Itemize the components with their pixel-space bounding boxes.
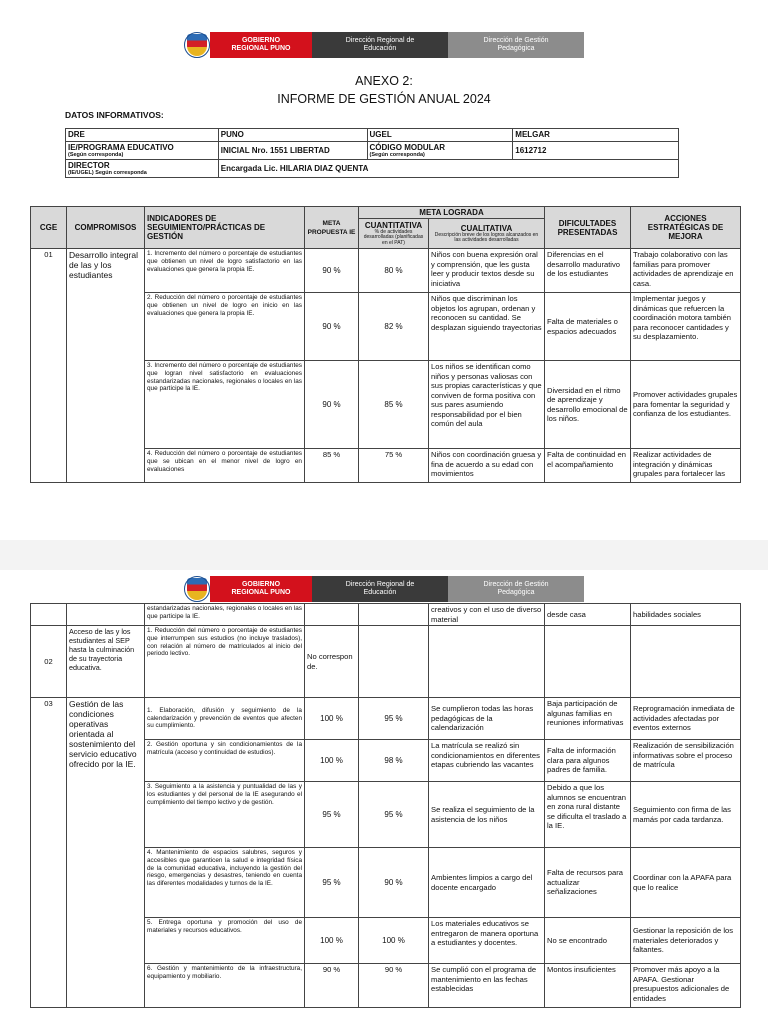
codigo-label: CÓDIGO MODULAR <box>369 143 446 152</box>
acciones-4: Realizar actividades de integración y dinámicas grupales para fortalecer las <box>631 449 741 483</box>
cont-cge <box>31 604 67 626</box>
cualitativa-2: Niños que discriminan los objetos los agrupan, ordenan y reconocen su cantidad. Se desplazan siguiendo trayectorias <box>429 293 545 361</box>
ie-sub: (Según corresponda) <box>68 152 124 158</box>
gov-line2-2: REGIONAL PUNO <box>231 589 291 596</box>
annex-title: ANEXO 2: <box>355 74 413 88</box>
cge-03: 03 <box>31 698 67 1008</box>
page-2 <box>0 570 768 1024</box>
header-cualitativa <box>429 219 545 249</box>
codigo-label-cell <box>367 142 513 160</box>
acciones-3: Promover actividades grupales para fomentar la seguridad y confianza de los estudiantes. <box>631 361 741 449</box>
gov-line2: REGIONAL PUNO <box>231 45 291 52</box>
acciones-02-1 <box>631 626 741 698</box>
dificultades-02-1 <box>545 626 631 698</box>
datos-label: DATOS INFORMATIVOS: <box>65 110 164 120</box>
cualitativa-03-4: Ambientes limpios a cargo del docente encargado <box>429 848 545 918</box>
cont-cuantitativa <box>359 604 429 626</box>
regional-logo <box>184 32 210 58</box>
codigo-sub: (Según corresponda) <box>369 152 425 158</box>
indicador-03-3: 3. Seguimiento a la asistencia y puntualidad de las y los estudiantes y del personal de la IE asegurando el cumplimiento del tiempo lectivo y de gestión. <box>145 782 305 848</box>
cuantitativa-4: 75 % <box>359 449 429 483</box>
acciones-03-1: Reprogramación inmediata de actividades afectadas por eventos externos <box>631 698 741 740</box>
acciones-1: Trabajo colaborativo con las familias para promover actividades de aprendizaje en casa. <box>631 249 741 293</box>
cont-cualitativa: creativos y con el uso de diverso material <box>429 604 545 626</box>
ie-label-cell <box>66 142 219 160</box>
director-label: DIRECTOR <box>68 161 110 170</box>
indicador-03-1: 1. Elaboración, difusión y seguimiento de la calendarización y prevención de eventos que afecten su cumplimiento. <box>145 698 305 740</box>
meta-03-6: 90 % <box>305 964 359 1008</box>
indicador-1: 1. Incremento del número o porcentaje de estudiantes que obtienen un nivel de logro satisfactorio en las evaluaciones que genera la propia IE. <box>145 249 305 293</box>
cuantitativa-03-5: 100 % <box>359 918 429 964</box>
dgp-line1-2: Dirección de Gestión <box>483 581 549 588</box>
cuantitativa-03-3: 95 % <box>359 782 429 848</box>
indicador-4: 4. Reducción del número o porcentaje de estudiantes que se ubican en el menor nivel de logro en evaluaciones <box>145 449 305 483</box>
dre-block-2 <box>312 576 448 602</box>
cualitativa-3: Los niños se identifican como niños y personas valiosas con sus propias características y que conviven de forma positiva con sus pares asumiendo responsabilidad por el bien común del aula <box>429 361 545 449</box>
dificultades-4: Falta de continuidad en el acompañamiento <box>545 449 631 483</box>
cuantitativa-label: CUANTITATIVA <box>364 220 423 230</box>
management-table-page2 <box>30 603 741 1008</box>
dificultades-03-4: Falta de recursos para actualizar señalizaciones <box>545 848 631 918</box>
header-acciones: ACCIONES ESTRATÉGICAS DE MEJORA <box>631 207 741 249</box>
acciones-03-3: Seguimiento con firma de las mamás por cada tardanza. <box>631 782 741 848</box>
dificultades-2: Falta de materiales o espacios adecuados <box>545 293 631 361</box>
cuantitativa-2: 82 % <box>359 293 429 361</box>
dre-line1: Dirección Regional de <box>345 37 415 44</box>
cuantitativa-3: 85 % <box>359 361 429 449</box>
header-banner <box>184 32 584 58</box>
header-cuantitativa <box>359 219 429 249</box>
header-meta-lograda: META LOGRADA <box>359 207 545 219</box>
dre-line1-2: Dirección Regional de <box>345 581 415 588</box>
indicador-03-4: 4. Mantenimiento de espacios salubres, seguros y accesibles que garanticen la salud e integridad física de la comunidad educativa, incluyendo la gestión del riesgo, emergencias y desastres, teniendo en cuenta las diferentes modalidades y turnos de la IE. <box>145 848 305 918</box>
acciones-03-2: Realización de sensibilización informativas sobre el proceso de matrícula <box>631 740 741 782</box>
indicador-02-1: 1. Reducción del número o porcentaje de estudiantes que interrumpen sus estudios (no incluye traslados), con relación al número de matriculados al inicio del periodo lectivo. <box>145 626 305 698</box>
gov-line1-2: GOBIERNO <box>241 581 281 588</box>
dgp-line1: Dirección de Gestión <box>483 37 549 44</box>
header-meta-propuesta: META PROPUESTA IE <box>305 207 359 249</box>
codigo-value: 1612712 <box>513 142 679 160</box>
director-label-cell <box>66 160 219 178</box>
dre-line2-2: Educación <box>363 589 397 596</box>
cualitativa-4: Niños con coordinación gruesa y fina de acuerdo a su edad con movimientos <box>429 449 545 483</box>
dificultades-03-3: Debido a que los alumnos se encuentran en zona rural distante se dificulta el traslado a la IE. <box>545 782 631 848</box>
indicador-03-5: 5. Entrega oportuna y promoción del uso de materiales y recursos educativos. <box>145 918 305 964</box>
director-sub: (IE/UGEL) Según corresponda <box>68 170 147 176</box>
cuantitativa-03-2: 98 % <box>359 740 429 782</box>
compromiso-02: Acceso de las y los estudiantes al SEP hasta la culminación de su trayectoria educativa. <box>67 626 145 698</box>
dificultades-03-6: Montos insuficientes <box>545 964 631 1008</box>
header-banner-2 <box>184 576 584 602</box>
cont-indicador: estandarizadas nacionales, regionales o locales en las que participe la IE. <box>145 604 305 626</box>
cuantitativa-03-1: 95 % <box>359 698 429 740</box>
dificultades-03-5: No se encontrado <box>545 918 631 964</box>
acciones-03-5: Gestionar la reposición de los materiales deteriorados y faltantes. <box>631 918 741 964</box>
cualitativa-03-6: Se cumplió con el programa de mantenimiento en las fechas establecidas <box>429 964 545 1008</box>
meta-propuesta-2: 90 % <box>305 293 359 361</box>
director-value: Encargada Lic. HILARIA DIAZ QUENTA <box>218 160 678 178</box>
gov-line1: GOBIERNO <box>241 37 281 44</box>
meta-02-1: No correspon de. <box>305 626 359 698</box>
meta-propuesta-4: 85 % <box>305 449 359 483</box>
cont-meta <box>305 604 359 626</box>
acciones-2: Implementar juegos y dinámicas que refuercen la coordinación motora también para reconocer cantidades y su desplazamiento. <box>631 293 741 361</box>
cuantitativa-02-1 <box>359 626 429 698</box>
ie-value: INICIAL Nro. 1551 LIBERTAD <box>218 142 367 160</box>
gobierno-regional-block <box>210 32 312 58</box>
compromiso-01: Desarrollo integral de las y los estudiantes <box>67 249 145 483</box>
dre-line2: Educación <box>363 45 397 52</box>
cont-acciones: habilidades sociales <box>631 604 741 626</box>
acciones-03-6: Promover más apoyo a la APAFA. Gestionar presupuestos adicionales de entidades <box>631 964 741 1008</box>
dgp-line2-2: Pedagógica <box>497 589 535 596</box>
acciones-03-4: Coordinar con la APAFA para que lo realice <box>631 848 741 918</box>
page-gap <box>0 540 768 570</box>
cuantitativa-03-4: 90 % <box>359 848 429 918</box>
dificultades-3: Diversidad en el ritmo de aprendizaje y desarrollo emocional de los niños. <box>545 361 631 449</box>
dgp-block <box>448 32 584 58</box>
meta-03-5: 100 % <box>305 918 359 964</box>
cge-02: 02 <box>31 626 67 698</box>
indicador-03-2: 2. Gestión oportuna y sin condicionamientos de la matrícula (acceso y continuidad de estudios). <box>145 740 305 782</box>
ie-label: IE/PROGRAMA EDUCATIVO <box>68 143 174 152</box>
cualitativa-03-3: Se realiza el seguimiento de la asistencia de los niños <box>429 782 545 848</box>
dgp-line2: Pedagógica <box>497 45 535 52</box>
dre-block <box>312 32 448 58</box>
dificultades-03-2: Falta de información clara para algunos padres de familia. <box>545 740 631 782</box>
header-compromisos: COMPROMISOS <box>67 207 145 249</box>
indicador-03-6: 6. Gestión y mantenimiento de la infraestructura, equipamiento y mobiliario. <box>145 964 305 1008</box>
dificultades-03-1: Baja participación de algunas familias en reuniones informativas <box>545 698 631 740</box>
indicador-2: 2. Reducción del número o porcentaje de estudiantes que obtienen un nivel de logro en inicio en las evaluaciones que genera la propia IE. <box>145 293 305 361</box>
dre-value: PUNO <box>218 129 367 142</box>
dgp-block-2 <box>448 576 584 602</box>
header-dificultades: DIFICULTADES PRESENTADAS <box>545 207 631 249</box>
compromiso-03: Gestión de las condiciones operativas orientada al sostenimiento del servicio educativo ofrecido por la IE. <box>67 698 145 1008</box>
header-indicadores: INDICADORES DE SEGUIMIENTO/PRÁCTICAS DE GESTIÓN <box>145 207 305 249</box>
dificultades-1: Diferencias en el desarrollo madurativo de los estudiantes <box>545 249 631 293</box>
info-table <box>65 128 679 178</box>
cualitativa-1: Niños con buena expresión oral y comprensión, que les gusta leer y producir textos desde su iniciativa <box>429 249 545 293</box>
cge-01: 01 <box>31 249 67 483</box>
header-cge: CGE <box>31 207 67 249</box>
meta-03-3: 95 % <box>305 782 359 848</box>
report-title: INFORME DE GESTIÓN ANUAL 2024 <box>277 92 491 106</box>
cuantitativa-sub: % de actividades desarrolladas (planificadas en el PAT) <box>363 228 424 246</box>
cualitativa-02-1 <box>429 626 545 698</box>
cuantitativa-03-6: 90 % <box>359 964 429 1008</box>
ugel-value: MELGAR <box>513 129 679 142</box>
cualitativa-03-1: Se cumplieron todas las horas pedagógicas de la calendarización <box>429 698 545 740</box>
meta-03-4: 95 % <box>305 848 359 918</box>
cualitativa-label: CUALITATIVA <box>460 223 513 233</box>
cualitativa-03-5: Los materiales educativos se entregaron de manera oportuna a estudiantes y docentes. <box>429 918 545 964</box>
ugel-label: UGEL <box>367 129 513 142</box>
regional-logo-2 <box>184 576 210 602</box>
cuantitativa-1: 80 % <box>359 249 429 293</box>
meta-03-2: 100 % <box>305 740 359 782</box>
meta-03-1: 100 % <box>305 698 359 740</box>
dre-label: DRE <box>66 129 219 142</box>
indicador-3: 3. Incremento del número o porcentaje de estudiantes que logran nivel satisfactorio en evaluaciones estandarizadas nacionales, regionales o locales en las que participe la IE. <box>145 361 305 449</box>
cualitativa-03-2: La matrícula se realizó sin condicionamientos en diferentes etapas cubriendo las vacantes <box>429 740 545 782</box>
gobierno-regional-block-2 <box>210 576 312 602</box>
cualitativa-sub: Descripción breve de los logros alcanzados en las actividades desarrolladas <box>434 231 539 243</box>
meta-propuesta-1: 90 % <box>305 249 359 293</box>
meta-propuesta-3: 90 % <box>305 361 359 449</box>
management-table-page1 <box>30 206 741 483</box>
cont-dificultades: desde casa <box>545 604 631 626</box>
cont-compromiso <box>67 604 145 626</box>
